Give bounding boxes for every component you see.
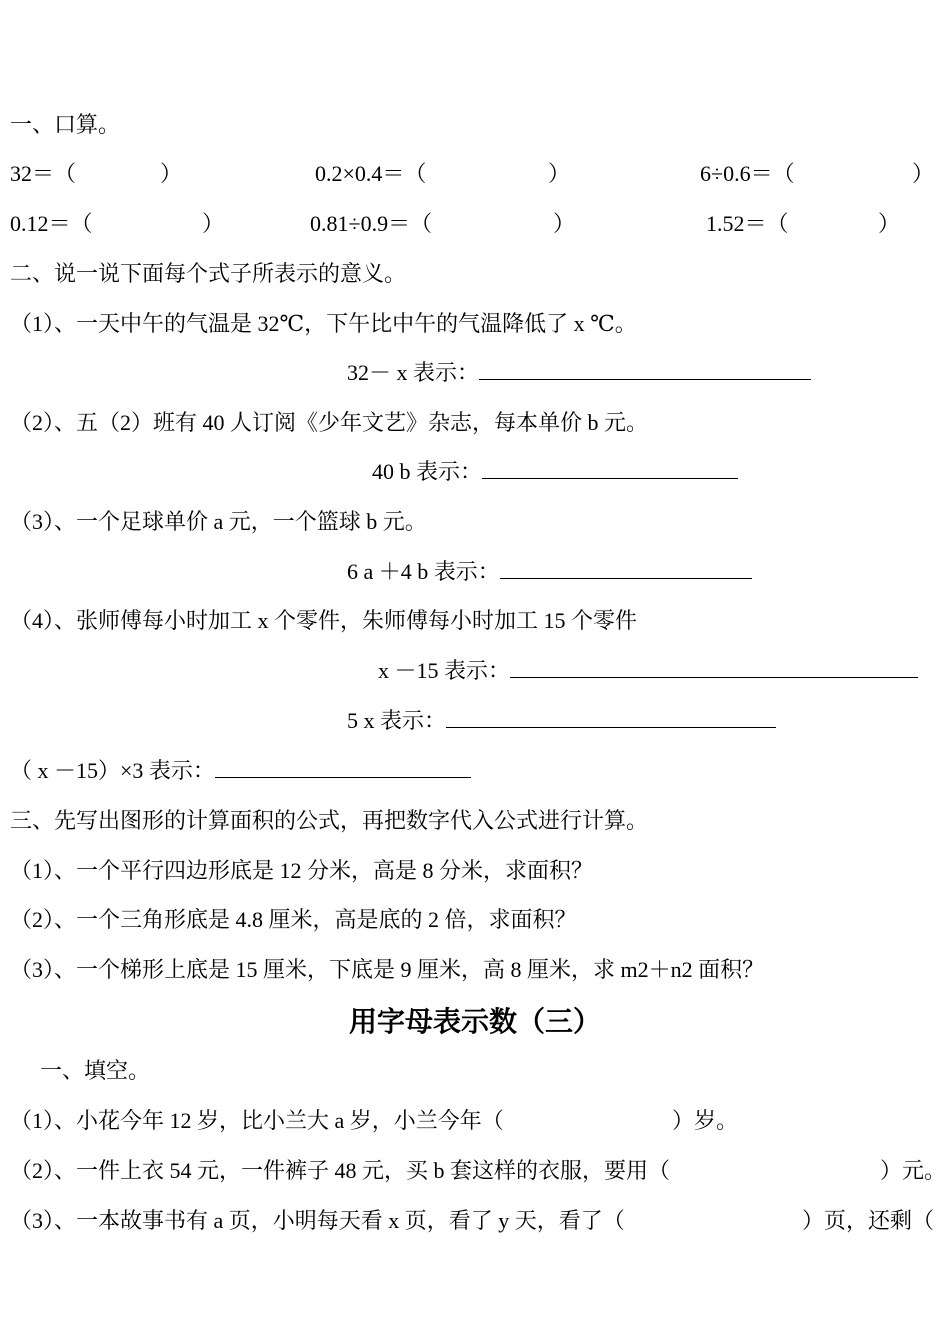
answer-line[interactable]: [510, 657, 918, 678]
section2-heading: 二、说一说下面每个式子所表示的意义。: [10, 261, 407, 286]
answer-line[interactable]: [479, 359, 811, 380]
q3-1-text: （1）、一个平行四边形底是 12 分米，高是 8 分米，求面积？: [10, 858, 594, 883]
fill-3-prefix: （3）、一本故事书有 a 页，小明每天看 x 页，看了 y 天，看了（: [10, 1208, 625, 1233]
answer-line[interactable]: [446, 707, 776, 728]
calc-1-2-suffix: ）: [548, 161, 571, 186]
section3-heading: 三、先写出图形的计算面积的公式，再把数字代入公式进行计算。: [10, 808, 649, 833]
answer-line[interactable]: [482, 458, 738, 479]
calc-1-1-prefix: 32＝（: [10, 161, 77, 186]
q2-3-expression: 6 a ＋4 b 表示：: [347, 557, 752, 587]
q3-3-text: （3）、一个梯形上底是 15 厘米，下底是 9 厘米，高 8 厘米，求 m2＋n2 面积？: [10, 957, 765, 982]
q2-1-expression: 32－ x 表示：: [347, 358, 811, 388]
calc-2-1-suffix: ）: [202, 211, 225, 236]
fill-2-suffix: ）元。: [880, 1158, 947, 1183]
q2-4-expression-3: （ x －15）×3 表示：: [10, 756, 471, 786]
calc-1-3-suffix: ）: [912, 161, 935, 186]
calc-2-2-prefix: 0.81÷0.9＝（: [310, 211, 433, 236]
q3-2-text: （2）、一个三角形底是 4.8 厘米，高是底的 2 倍，求面积？: [10, 907, 577, 932]
calc-2-1-prefix: 0.12＝（: [10, 211, 93, 236]
q2-2-text: （2）、五（2）班有 40 人订阅《少年文艺》杂志，每本单价 b 元。: [10, 410, 649, 435]
fill-1-suffix: ）岁。: [672, 1108, 739, 1133]
calc-1-3-prefix: 6÷0.6＝（: [700, 161, 795, 186]
calc-2-3-prefix: 1.52＝（: [706, 211, 789, 236]
calc-1-1-suffix: ）: [160, 161, 183, 186]
q2-4-expression-1: x －15 表示：: [378, 656, 918, 686]
q2-1-text: （1）、一天中午的气温是 32℃，下午比中午的气温降低了 x ℃。: [10, 311, 637, 336]
calc-1-2-prefix: 0.2×0.4＝（: [315, 161, 427, 186]
answer-line[interactable]: [215, 757, 471, 778]
calc-2-3-suffix: ）: [878, 211, 901, 236]
part3-title: 用字母表示数（三）: [348, 1005, 601, 1038]
part3-heading: 一、填空。: [40, 1058, 151, 1083]
fill-1-prefix: （1）、小花今年 12 岁，比小兰大 a 岁，小兰今年（: [10, 1108, 504, 1133]
q2-4-expression-2: 5 x 表示：: [347, 706, 776, 736]
calc-2-2-suffix: ）: [553, 211, 576, 236]
answer-line[interactable]: [500, 558, 752, 579]
q2-4-text: （4）、张师傅每小时加工 x 个零件，朱师傅每小时加工 15 个零件: [10, 608, 638, 633]
fill-2-prefix: （2）、一件上衣 54 元，一件裤子 48 元，买 b 套这样的衣服，要用（: [10, 1158, 671, 1183]
fill-3-suffix: ）页，还剩（: [802, 1208, 935, 1233]
q2-3-text: （3）、一个足球单价 a 元，一个篮球 b 元。: [10, 509, 427, 534]
q2-2-expression: 40 b 表示：: [372, 457, 738, 487]
section1-heading: 一、口算。: [10, 112, 121, 137]
